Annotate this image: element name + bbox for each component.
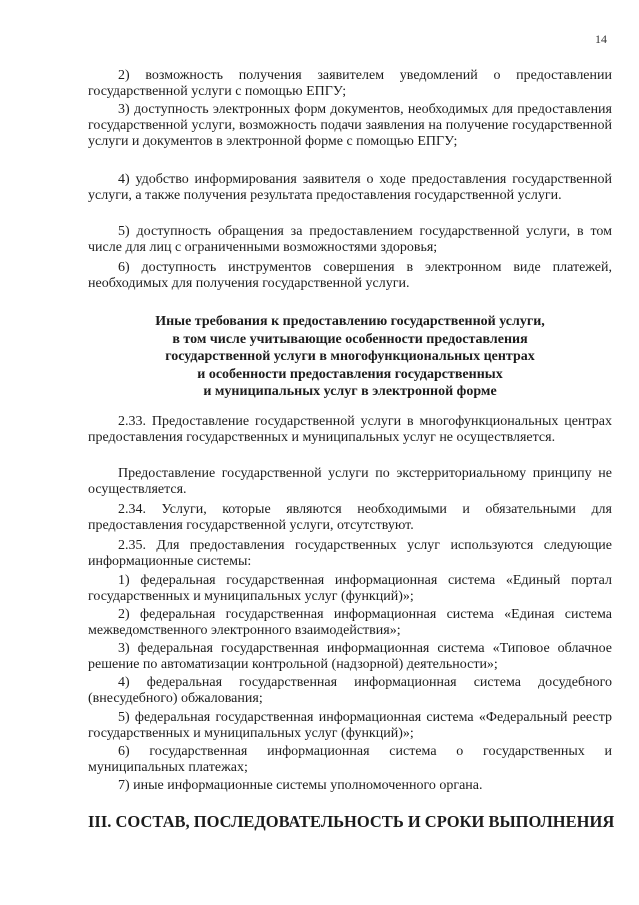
heading-line: государственной услуги в многофункциональных центрах: [165, 349, 535, 364]
paragraph-2-34: 2.34. Услуги, которые являются необходимыми и обязательными для предоставления государственной услуги, отсутствуют.: [88, 502, 612, 533]
subsection-heading: [88, 313, 612, 401]
list-item-system-4: 4) федеральная государственная информационная система досудебного (внесудебного) обжалования;: [88, 675, 612, 706]
paragraph-item-6: 6) доступность инструментов совершения в электронном виде платежей, необходимых для получения государственной услуги.: [88, 260, 612, 291]
list-item-system-7: 7) иные информационные системы уполномоченного органа.: [118, 778, 483, 793]
list-item-system-3: 3) федеральная государственная информационная система «Типовое облачное решение по автоматизации контрольной (надзорной) деятельности»;: [88, 641, 612, 672]
paragraph-item-2: 2) возможность получения заявителем уведомлений о предоставлении государственной услуги с помощью ЕПГУ;: [88, 68, 612, 99]
list-item-system-1: 1) федеральная государственная информационная система «Единый портал государственных и муниципальных услуг (функций)»;: [88, 573, 612, 604]
heading-line: и особенности предоставления государственных: [197, 366, 503, 382]
paragraph-2-33: 2.33. Предоставление государственной услуги в многофункциональных центрах предоставления государственных и муниципальных услуг не осуществляется.: [88, 414, 612, 445]
paragraph-item-3: 3) доступность электронных форм документов, необходимых для предоставления государственной услуги, возможность подачи заявления на получение государственной услуги и документов в электронной форме с помощью ЕПГУ;: [88, 102, 612, 149]
heading-line: в том числе учитывающие особенности предоставления: [172, 331, 528, 347]
section-title: III. СОСТАВ, ПОСЛЕДОВАТЕЛЬНОСТЬ И СРОКИ ВЫПОЛНЕНИЯ: [88, 812, 615, 831]
heading-line: и муниципальных услуг в электронной форме: [203, 384, 497, 399]
list-item-system-2: 2) федеральная государственная информационная система «Единая система межведомственного электронного взаимодействия»;: [88, 607, 612, 638]
heading-line: Иные требования к предоставлению государственной услуги,: [155, 314, 545, 329]
paragraph-item-4: 4) удобство информирования заявителя о ходе предоставления государственной услуги, а также получения результата предоставления государственной услуги.: [88, 172, 612, 203]
list-item-system-5: 5) федеральная государственная информационная система «Федеральный реестр государственных и муниципальных услуг (функций)»;: [88, 710, 612, 741]
paragraph-2-35: 2.35. Для предоставления государственных услуг используются следующие информационные системы:: [88, 538, 612, 569]
list-item-system-6: 6) государственная информационная система о государственных и муниципальных платежах;: [88, 744, 612, 775]
page-number: 14: [595, 32, 607, 46]
paragraph-item-5: 5) доступность обращения за предоставлением государственной услуги, в том числе для лиц с ограниченными возможностями здоровья;: [88, 224, 612, 255]
paragraph-extraterritorial: Предоставление государственной услуги по экстерриториальному принципу не осуществляется.: [88, 466, 612, 497]
